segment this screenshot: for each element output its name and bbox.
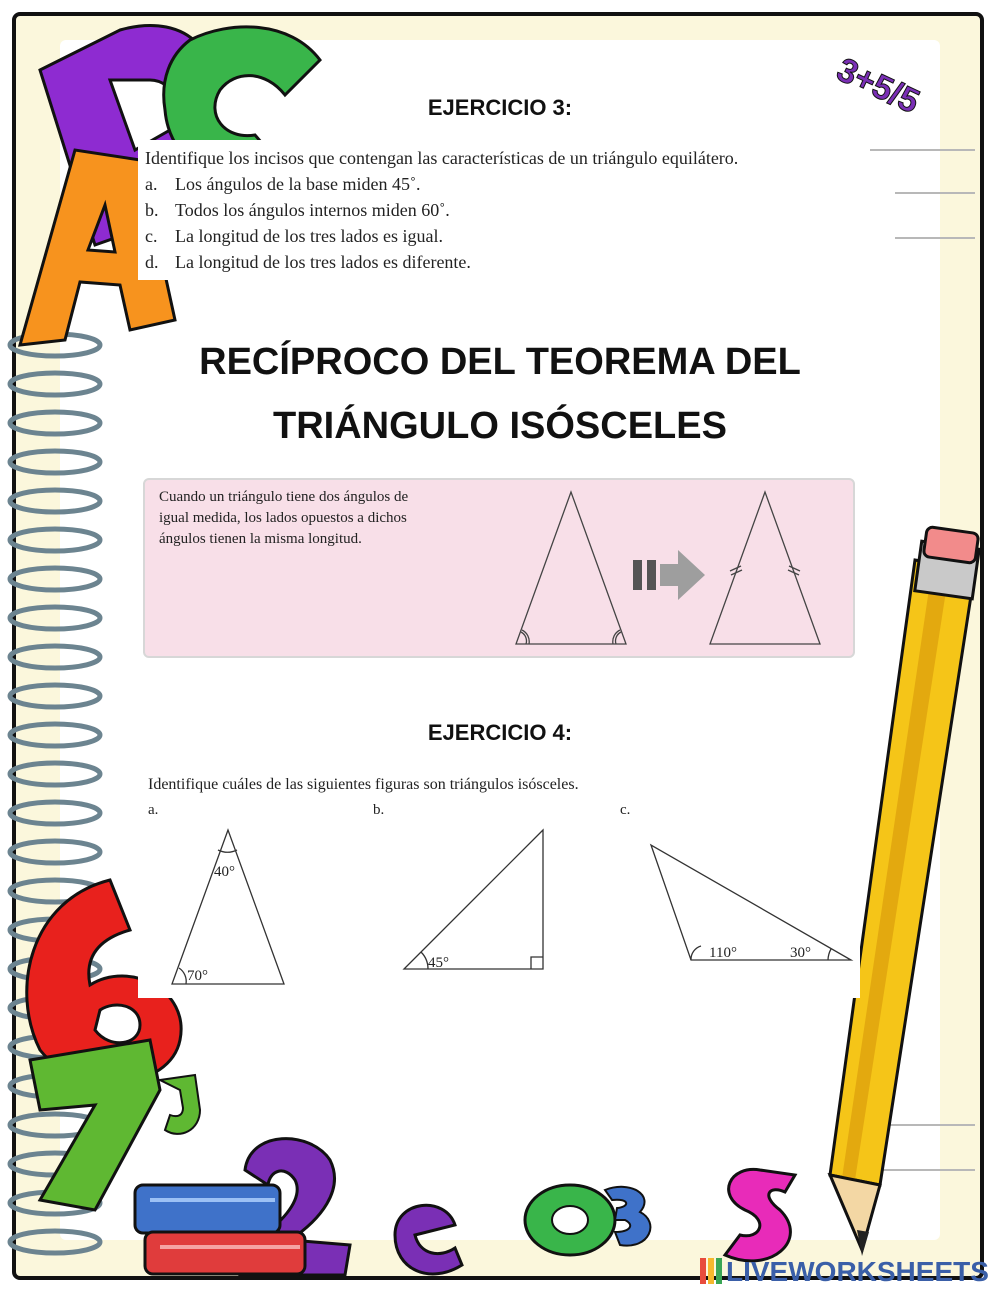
books-illustration xyxy=(135,1185,305,1274)
page-title-line-1: RECÍPROCO DEL TEOREMA DEL xyxy=(199,341,801,383)
exercise-3-option-c[interactable] xyxy=(145,226,443,247)
option-text: Los ángulos de la base miden 45˚. xyxy=(175,174,421,194)
corner-math-decoration: 3+5/5 xyxy=(830,50,926,122)
theorem-text-line-3: ángulos tienen la misma longitud. xyxy=(159,531,362,547)
option-letter: d. xyxy=(145,252,159,272)
implies-arrow-icon xyxy=(633,550,705,600)
figure-b-label[interactable]: b. xyxy=(373,802,385,818)
option-text: Todos los ángulos internos miden 60˚. xyxy=(175,200,450,220)
figure-a-base-angle: 70° xyxy=(187,968,208,984)
option-text: La longitud de los tres lados es diferente. xyxy=(175,252,471,272)
option-text: La longitud de los tres lados es igual. xyxy=(175,226,443,246)
angle-arc-left xyxy=(521,632,526,644)
exercise-3-option-a[interactable] xyxy=(145,174,420,195)
figure-c-angle-left: 110° xyxy=(709,945,737,961)
exercise-4-question: Identifique cuáles de las siguientes figuras son triángulos isósceles. xyxy=(148,776,579,793)
figure-c-angle-right: 30° xyxy=(790,945,811,961)
figure-c-label[interactable]: c. xyxy=(620,802,631,818)
exercise-3-heading: EJERCICIO 3: xyxy=(427,95,573,120)
page-title xyxy=(0,330,1000,458)
theorem-diagram xyxy=(145,480,857,660)
letter-s-shape xyxy=(725,1169,795,1260)
page-title-line-2: TRIÁNGULO ISÓSCELES xyxy=(273,405,727,447)
option-letter: b. xyxy=(145,200,159,220)
letter-e-shape xyxy=(395,1205,462,1274)
exercise-3-option-b[interactable] xyxy=(145,200,450,221)
triangle-equal-sides xyxy=(710,492,820,644)
figure-a-triangle xyxy=(172,830,284,984)
exercise-4-figures xyxy=(138,768,860,998)
tick-mark-right xyxy=(789,566,800,571)
figure-a-label[interactable]: a. xyxy=(148,802,159,818)
option-letter: c. xyxy=(145,226,158,246)
liveworksheets-watermark[interactable]: LIVEWORKSHEETS xyxy=(726,1256,989,1287)
triangle-equal-angles xyxy=(516,492,626,644)
spiral-binding xyxy=(10,334,100,1253)
exercise-3-box xyxy=(138,140,860,280)
figure-c-triangle xyxy=(651,845,851,960)
figure-b-angle: 45° xyxy=(428,955,449,971)
figure-a-top-angle: 40° xyxy=(214,864,235,880)
exercise-4-box xyxy=(138,768,860,998)
theorem-text-line-2: igual medida, los lados opuestos a dichos xyxy=(159,510,407,526)
liveworksheets-logo-icon xyxy=(700,1258,722,1284)
theorem-text-line-1: Cuando un triángulo tiene dos ángulos de xyxy=(159,489,409,505)
tick-mark-left xyxy=(730,566,741,571)
exercise-3-question: Identifique los incisos que contengan las características de un triángulo equilátero. xyxy=(145,148,739,168)
option-letter: a. xyxy=(145,174,158,194)
angle-arc-right xyxy=(616,632,621,644)
theorem-box xyxy=(143,478,855,658)
exercise-3-option-d[interactable] xyxy=(145,252,471,273)
exercise-4-heading: EJERCICIO 4: xyxy=(427,720,573,745)
figure-b-triangle xyxy=(404,830,543,969)
